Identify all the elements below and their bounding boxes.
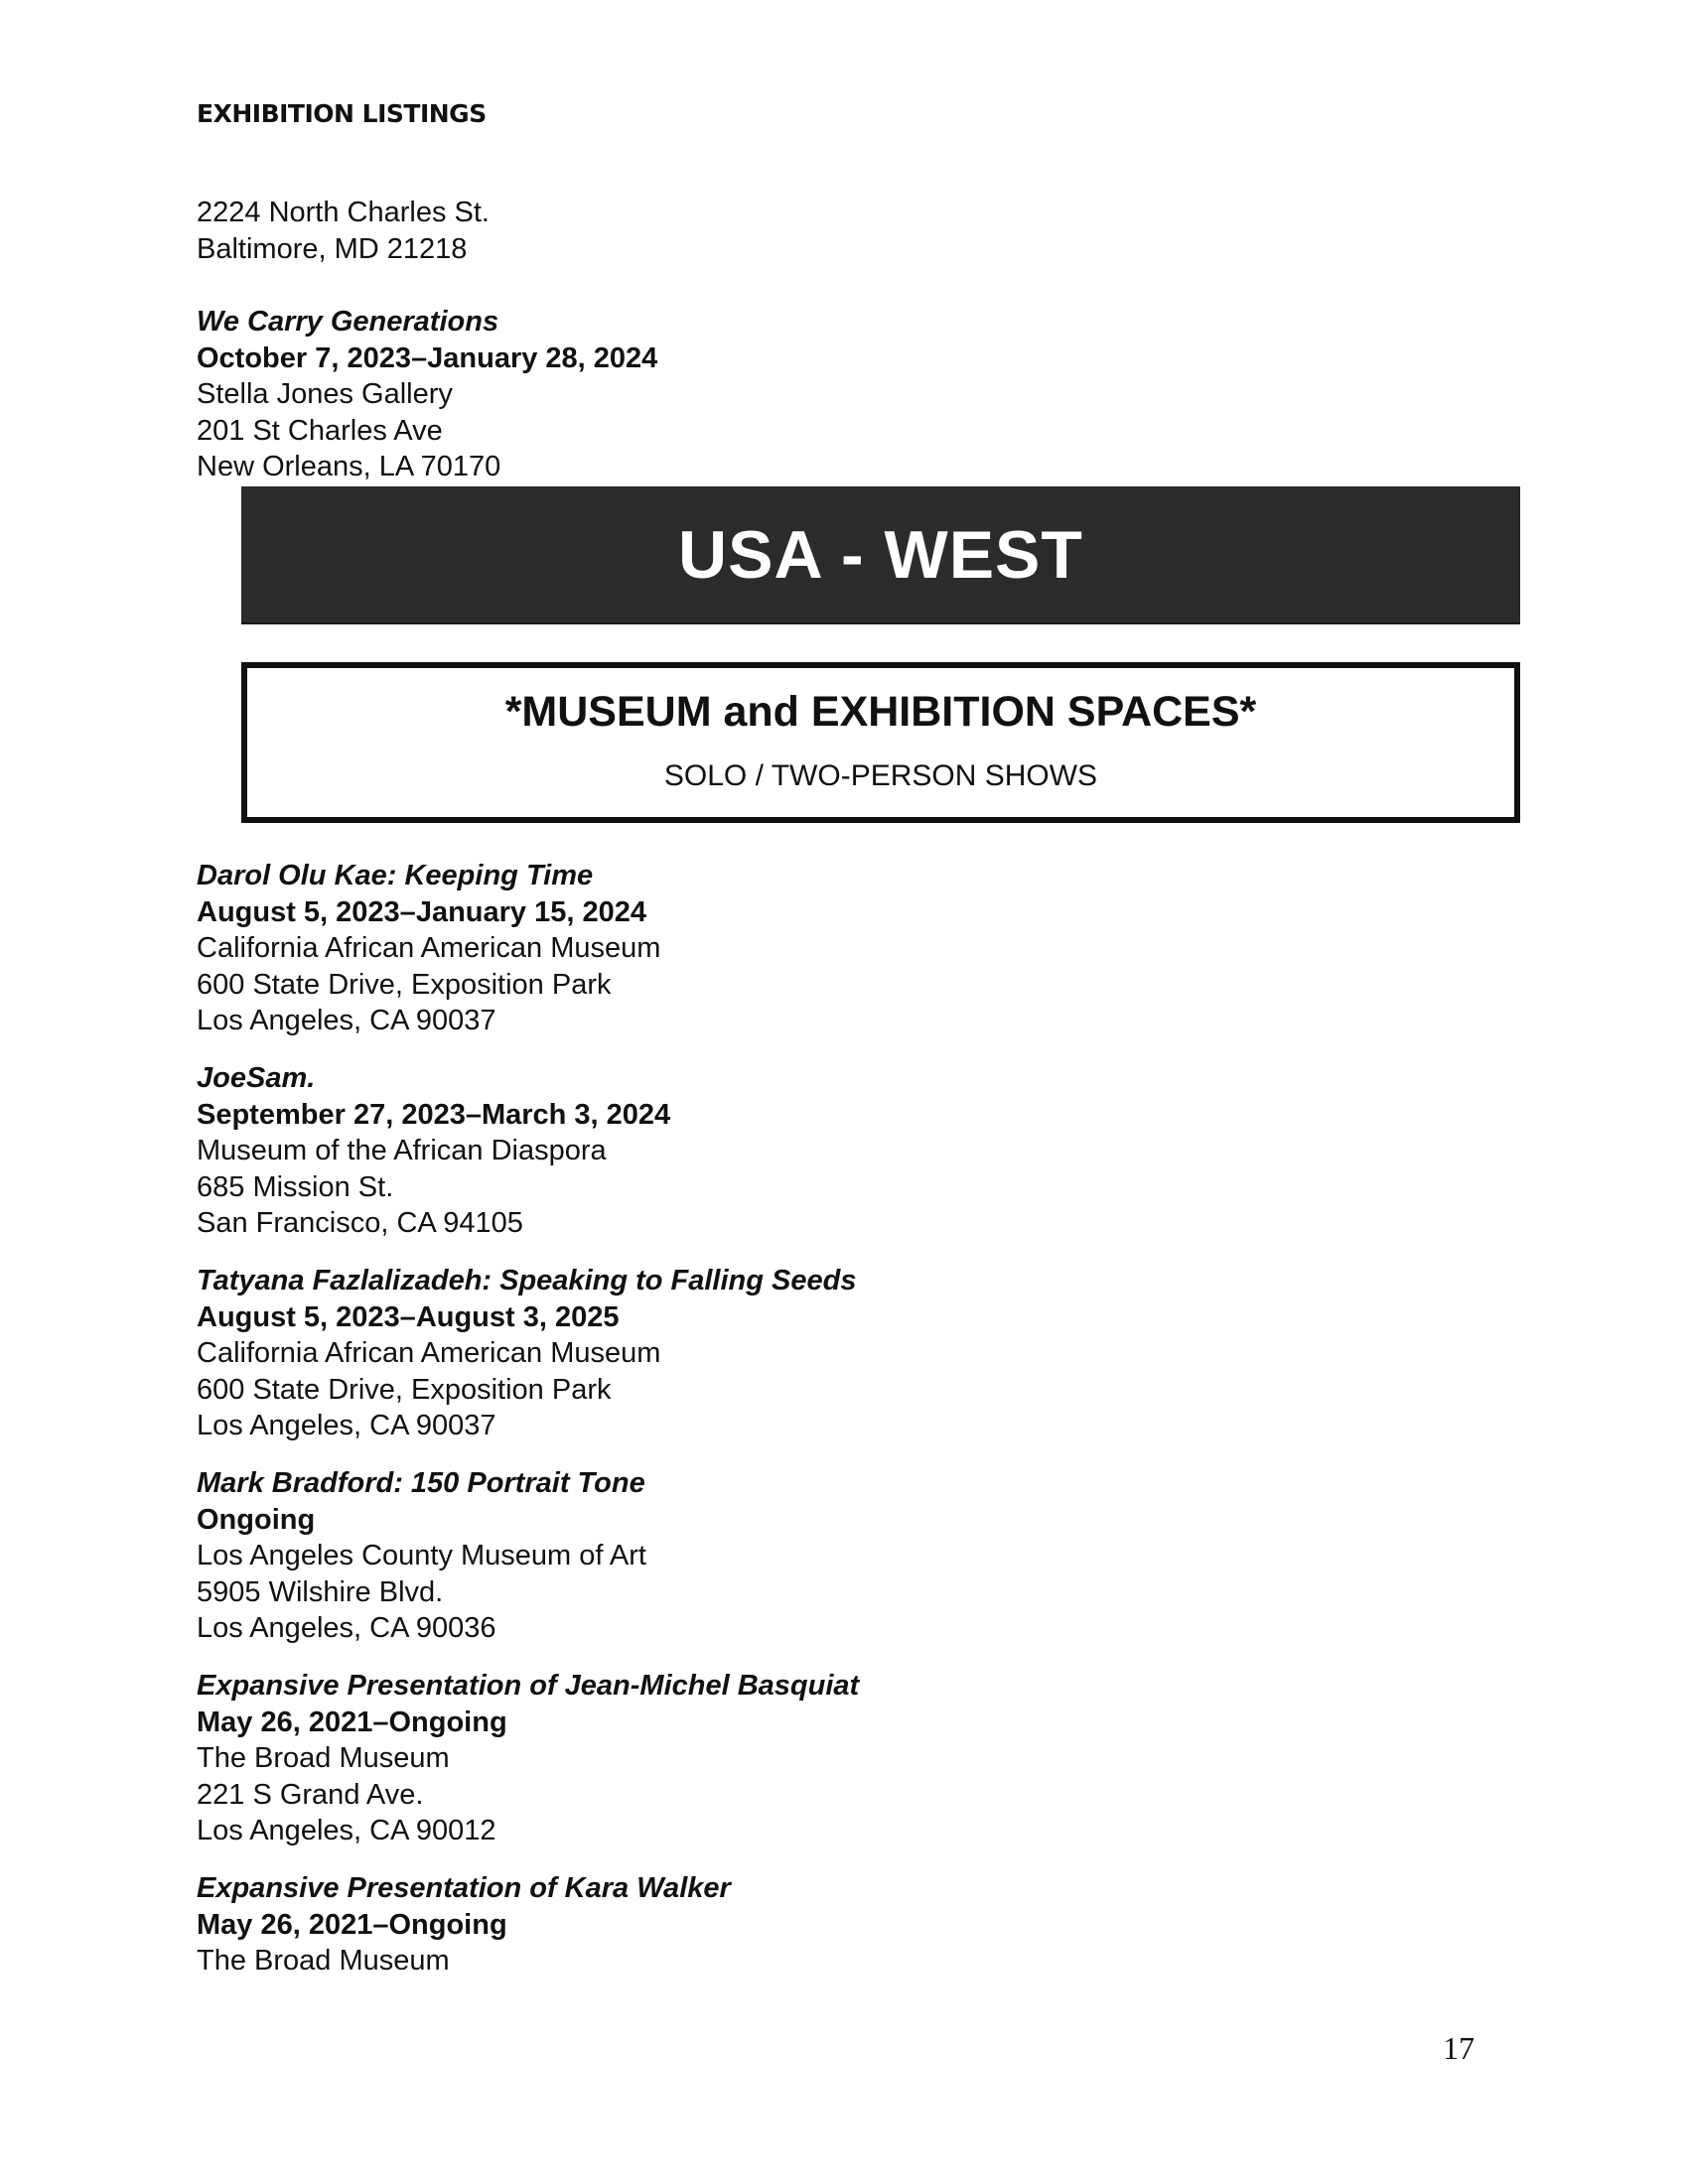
listing-address-2: New Orleans, LA 70170 — [197, 451, 501, 482]
listing-venue: Museum of the African Diaspora — [197, 1135, 607, 1166]
listing-item — [197, 1668, 859, 1849]
section-heading-box — [241, 662, 1520, 823]
address-line-2: Baltimore, MD 21218 — [197, 232, 468, 265]
listing-item — [197, 1870, 731, 1979]
listing-venue: The Broad Museum — [197, 1945, 450, 1977]
listing-title: Tatyana Fazlalizadeh: Speaking to Falling Seeds — [197, 1265, 857, 1297]
continued-address — [197, 195, 490, 267]
listing-address-1: 201 St Charles Ave — [197, 414, 443, 447]
listing-dates: May 26, 2021–Ongoing — [197, 1908, 507, 1941]
listing-dates: Ongoing — [197, 1503, 316, 1536]
listing-dates: May 26, 2021–Ongoing — [197, 1706, 507, 1738]
listing-address-2: Los Angeles, CA 90036 — [197, 1612, 496, 1644]
page-number: 17 — [1443, 2030, 1475, 2066]
listing-item — [197, 1465, 646, 1647]
listing-title: Darol Olu Kae: Keeping Time — [197, 860, 594, 891]
listing-address-2: Los Angeles, CA 90037 — [197, 1410, 496, 1441]
section-title: *MUSEUM and EXHIBITION SPACES* — [504, 688, 1257, 736]
listing-address-2: Los Angeles, CA 90037 — [197, 1005, 496, 1036]
listing-item — [197, 1060, 670, 1242]
listing-title: Mark Bradford: 150 Portrait Tone — [197, 1467, 645, 1499]
listing-dates: August 5, 2023–August 3, 2025 — [197, 1300, 620, 1333]
listing-address-1: 5905 Wilshire Blvd. — [197, 1575, 444, 1608]
listing-venue: The Broad Museum — [197, 1742, 450, 1774]
listing-title: We Carry Generations — [197, 306, 499, 338]
listing-venue: California African American Museum — [197, 932, 661, 964]
listing-title: JoeSam. — [197, 1062, 316, 1094]
listing-address-1: 600 State Drive, Exposition Park — [197, 968, 612, 1001]
listing-dates: October 7, 2023–January 28, 2024 — [197, 341, 658, 374]
listing-title: Expansive Presentation of Jean-Michel Basquiat — [197, 1670, 860, 1702]
listing-venue: California African American Museum — [197, 1337, 661, 1369]
listing-item — [197, 1263, 856, 1444]
region-banner — [241, 486, 1520, 624]
address-line-1: 2224 North Charles St. — [197, 197, 490, 228]
listing-address-1: 600 State Drive, Exposition Park — [197, 1373, 612, 1406]
listing-venue: Los Angeles County Museum of Art — [197, 1540, 646, 1571]
listing-title: Expansive Presentation of Kara Walker — [197, 1872, 731, 1904]
listing-address-1: 685 Mission St. — [197, 1170, 394, 1203]
region-banner-title: USA - WEST — [678, 516, 1083, 593]
listing-we-carry-generations — [197, 304, 657, 485]
listing-dates: September 27, 2023–March 3, 2024 — [197, 1098, 671, 1131]
listing-address-2: San Francisco, CA 94105 — [197, 1207, 523, 1239]
listing-address-1: 221 S Grand Ave. — [197, 1778, 424, 1811]
page-header: EXHIBITION LISTINGS — [197, 99, 487, 128]
listing-venue: Stella Jones Gallery — [197, 378, 453, 410]
listing-address-2: Los Angeles, CA 90012 — [197, 1815, 496, 1846]
listing-item — [197, 858, 660, 1039]
listing-dates: August 5, 2023–January 15, 2024 — [197, 895, 646, 928]
section-subtitle: SOLO / TWO-PERSON SHOWS — [663, 759, 1098, 792]
